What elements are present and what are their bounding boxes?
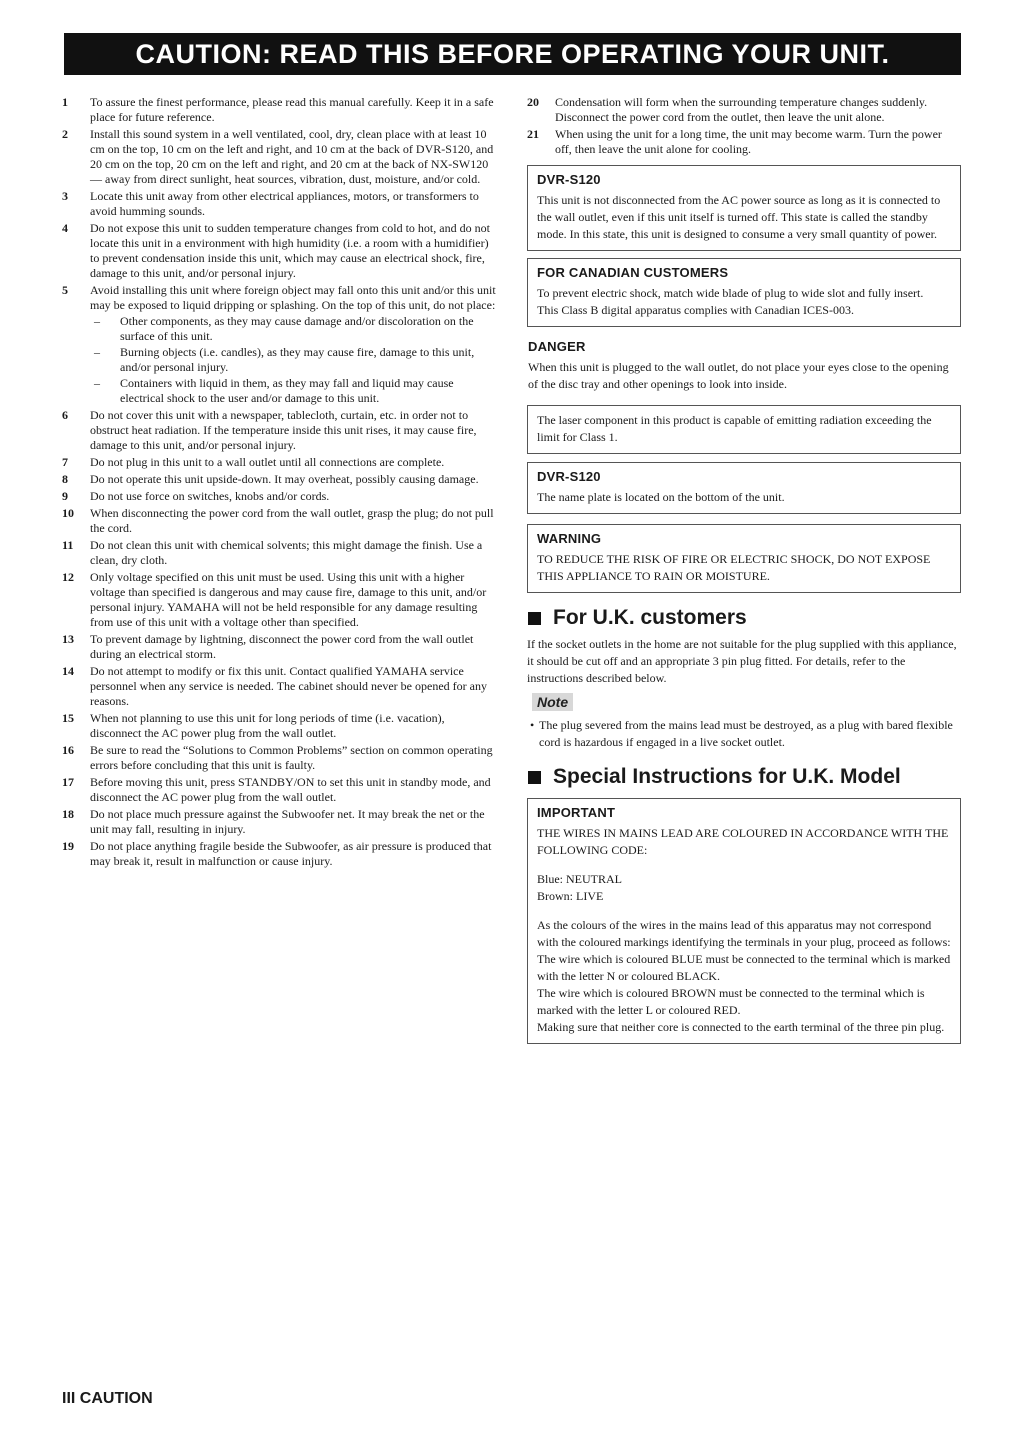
list-item — [62, 127, 496, 187]
box-text: The laser component in this product is capable of emitting radiation exceeding the limit for Class 1. — [537, 413, 932, 444]
item-number: 13 — [62, 632, 74, 646]
heading-text: For U.K. customers — [553, 606, 747, 629]
sub-list-item — [90, 376, 496, 406]
item-text: Do not cover this unit with a newspaper, tablecloth, curtain, etc. in order not to obstruct heat radiation. If the temperature inside this unit rises, it may cause fire, damage to this unit, and/or personal injury. — [90, 408, 477, 452]
box-title: FOR CANADIAN CUSTOMERS — [537, 265, 729, 280]
square-bullet-icon — [528, 612, 541, 625]
wire-code-brown: Brown: LIVE — [537, 889, 604, 903]
box-text: The wire which is coloured BROWN must be connected to the terminal which is marked with the letter L or coloured RED. — [537, 986, 925, 1017]
page-title-banner: CAUTION: READ THIS BEFORE OPERATING YOUR UNIT. — [64, 33, 961, 75]
item-text: When using the unit for a long time, the unit may become warm. Turn the power off, then leave the unit alone for cooling. — [555, 127, 942, 156]
caution-list — [62, 95, 496, 869]
sub-item-text: Burning objects (i.e. candles), as they may cause fire, damage to this unit, and/or personal injury. — [120, 345, 475, 374]
list-item — [62, 489, 496, 504]
section-text: When this unit is plugged to the wall outlet, do not place your eyes close to the opening of the disc tray and other openings to look into inside. — [528, 360, 949, 391]
heading-text: Special Instructions for U.K. Model — [553, 765, 901, 788]
item-number: 15 — [62, 711, 74, 725]
danger-section — [527, 339, 961, 393]
list-item — [62, 839, 496, 869]
list-item — [527, 95, 961, 125]
note-label: Note — [532, 693, 573, 711]
section-heading — [527, 765, 961, 789]
left-column — [62, 95, 496, 871]
item-number: 10 — [62, 506, 74, 520]
box-text: To prevent electric shock, match wide blade of plug to wide slot and fully insert. — [537, 286, 924, 300]
uk-customers-section — [527, 606, 961, 751]
item-text: Do not attempt to modify or fix this unit. Contact qualified YAMAHA service personnel when any service is needed. The cabinet should never be opened for any reasons. — [90, 664, 487, 708]
list-item — [62, 506, 496, 536]
square-bullet-icon — [528, 771, 541, 784]
item-number: 14 — [62, 664, 74, 678]
list-item — [62, 775, 496, 805]
list-item — [62, 743, 496, 773]
item-number: 6 — [62, 408, 68, 422]
right-column — [527, 95, 961, 1044]
item-number: 19 — [62, 839, 74, 853]
important-box — [527, 798, 961, 1044]
item-text: Do not place anything fragile beside the Subwoofer, as air pressure is produced that may break it, result in malfunction or cause injury. — [90, 839, 492, 868]
dash-glyph: – — [94, 345, 100, 359]
section-heading — [527, 606, 961, 630]
item-number: 1 — [62, 95, 68, 109]
box-text: TO REDUCE THE RISK OF FIRE OR ELECTRIC SHOCK, DO NOT EXPOSE THIS APPLIANCE TO RAIN OR MOISTURE. — [537, 552, 931, 583]
warning-box — [527, 524, 961, 593]
item-text: Install this sound system in a well ventilated, cool, dry, clean place with at least 10 cm on the top, 10 cm on the left and right, and 10 cm at the back of DVR-S120, and 20 cm on the top, 20 cm on the left and right, and 20 cm at the back of NX-SW120 — away from direct sunlight, heat sources, vibration, dust, moisture, and/or cold. — [90, 127, 494, 186]
list-item — [62, 711, 496, 741]
box-text: The wire which is coloured BLUE must be connected to the terminal which is marked with the letter N or coloured BLACK. — [537, 952, 951, 983]
item-number: 17 — [62, 775, 74, 789]
list-item — [62, 95, 496, 125]
item-text: Do not clean this unit with chemical solvents; this might damage the finish. Use a clean, dry cloth. — [90, 538, 483, 567]
box-title: DVR-S120 — [537, 172, 601, 187]
section-text: If the socket outlets in the home are not suitable for the plug supplied with this appliance, it should be cut off and an appropriate 3 pin plug fitted. For details, refer to the instructions described below. — [527, 637, 957, 685]
box-text: Making sure that neither core is connected to the earth terminal of the three pin plug. — [537, 1020, 945, 1034]
dash-glyph: – — [94, 376, 100, 390]
item-number: 2 — [62, 127, 68, 141]
list-item — [62, 283, 496, 406]
item-text: Avoid installing this unit where foreign object may fall onto this unit and/or this unit may be exposed to liquid dripping or splashing. On the top of this unit, do not place: — [90, 283, 496, 312]
list-item — [62, 408, 496, 453]
laser-notice-box — [527, 405, 961, 454]
note-text: The plug severed from the mains lead must be destroyed, as a plug with bared flexible cord is hazardous if engaged in a live socket outlet. — [539, 718, 953, 749]
sub-item-text: Containers with liquid in them, as they may fall and liquid may cause electrical shock to the user and/or damage to this unit. — [120, 376, 454, 405]
wire-code-blue: Blue: NEUTRAL — [537, 872, 622, 886]
box-title: DVR-S120 — [537, 469, 601, 484]
item-number: 21 — [527, 127, 539, 141]
item-text: Do not operate this unit upside-down. It may overheat, possibly causing damage. — [90, 472, 479, 486]
box-text: As the colours of the wires in the mains lead of this apparatus may not correspond with the coloured markings identifying the terminals in your plug, proceed as follows: — [537, 918, 951, 949]
box-text: This unit is not disconnected from the AC power source as long as it is connected to the wall outlet, even if this unit itself is turned off. This state is called the standby mode. In this state, this unit is designed to consume a very small quantity of power. — [537, 193, 941, 241]
special-instructions-section — [527, 765, 961, 1044]
box-text: The name plate is located on the bottom of the unit. — [537, 490, 785, 504]
list-item — [62, 632, 496, 662]
item-text: Do not expose this unit to sudden temperature changes from cold to hot, and do not locate this unit in a environment with high humidity (i.e. a room with a humidifier) to prevent condensation inside this unit, which may cause an electrical shock, fire, damage to this unit, and/or personal injury. — [90, 221, 490, 280]
item-text: Before moving this unit, press STANDBY/ON to set this unit in standby mode, and disconnect the AC power plug from the wall outlet. — [90, 775, 491, 804]
list-item — [62, 570, 496, 630]
item-number: 16 — [62, 743, 74, 757]
item-text: To assure the finest performance, please read this manual carefully. Keep it in a safe place for future reference. — [90, 95, 494, 124]
item-text: Only voltage specified on this unit must be used. Using this unit with a higher voltage than specified is dangerous and may cause fire, damage to this unit, and/or personal injury. YAMAHA will not be held responsible for any damage resulting from use of this unit with a voltage other than specified. — [90, 570, 487, 629]
item-text: Be sure to read the “Solutions to Common Problems” section on common operating errors before concluding that this unit is faulty. — [90, 743, 493, 772]
item-text: Condensation will form when the surrounding temperature changes suddenly. Disconnect the power cord from the outlet, then leave the unit alone. — [555, 95, 928, 124]
section-title: DANGER — [528, 339, 586, 354]
item-text: Locate this unit away from other electrical appliances, motors, or transformers to avoid humming sounds. — [90, 189, 479, 218]
list-item — [62, 189, 496, 219]
item-text: When not planning to use this unit for long periods of time (i.e. vacation), disconnect the AC power plug from the wall outlet. — [90, 711, 445, 740]
canadian-customers-box — [527, 258, 961, 327]
item-number: 5 — [62, 283, 68, 297]
item-number: 8 — [62, 472, 68, 486]
bullet-glyph: • — [530, 718, 535, 732]
item-number: 7 — [62, 455, 68, 469]
sub-list-item — [90, 345, 496, 375]
item-text: Do not plug in this unit to a wall outlet until all connections are complete. — [90, 455, 445, 469]
item-text: When disconnecting the power cord from the wall outlet, grasp the plug; do not pull the cord. — [90, 506, 494, 535]
item-text: Do not place much pressure against the Subwoofer net. It may break the net or the unit may fall, resulting in injury. — [90, 807, 485, 836]
page-footer: III CAUTION — [62, 1390, 153, 1407]
box-text: THE WIRES IN MAINS LEAD ARE COLOURED IN ACCORDANCE WITH THE FOLLOWING CODE: — [537, 826, 949, 857]
sub-item-text: Other components, as they may cause damage and/or discoloration on the surface of this unit. — [120, 314, 474, 343]
box-title: IMPORTANT — [537, 805, 616, 820]
nameplate-box — [527, 462, 961, 514]
item-text: Do not use force on switches, knobs and/or cords. — [90, 489, 330, 503]
standby-notice-box — [527, 165, 961, 251]
list-item — [62, 221, 496, 281]
box-text: This Class B digital apparatus complies with Canadian ICES-003. — [537, 303, 854, 317]
caution-list-continued — [527, 95, 961, 157]
item-number: 20 — [527, 95, 539, 109]
sub-list — [90, 314, 496, 406]
list-item — [527, 127, 961, 157]
list-item — [62, 455, 496, 470]
list-item — [62, 807, 496, 837]
item-number: 11 — [62, 538, 74, 552]
box-title: WARNING — [537, 531, 602, 546]
item-number: 9 — [62, 489, 68, 503]
list-item — [62, 538, 496, 568]
item-number: 3 — [62, 189, 68, 203]
item-number: 18 — [62, 807, 74, 821]
item-text: To prevent damage by lightning, disconnect the power cord from the wall outlet during an electrical storm. — [90, 632, 474, 661]
sub-list-item — [90, 314, 496, 344]
list-item — [62, 472, 496, 487]
note-block — [527, 693, 961, 751]
item-number: 4 — [62, 221, 68, 235]
dash-glyph: – — [94, 314, 100, 328]
list-item — [62, 664, 496, 709]
item-number: 12 — [62, 570, 74, 584]
note-bullet — [527, 717, 961, 751]
